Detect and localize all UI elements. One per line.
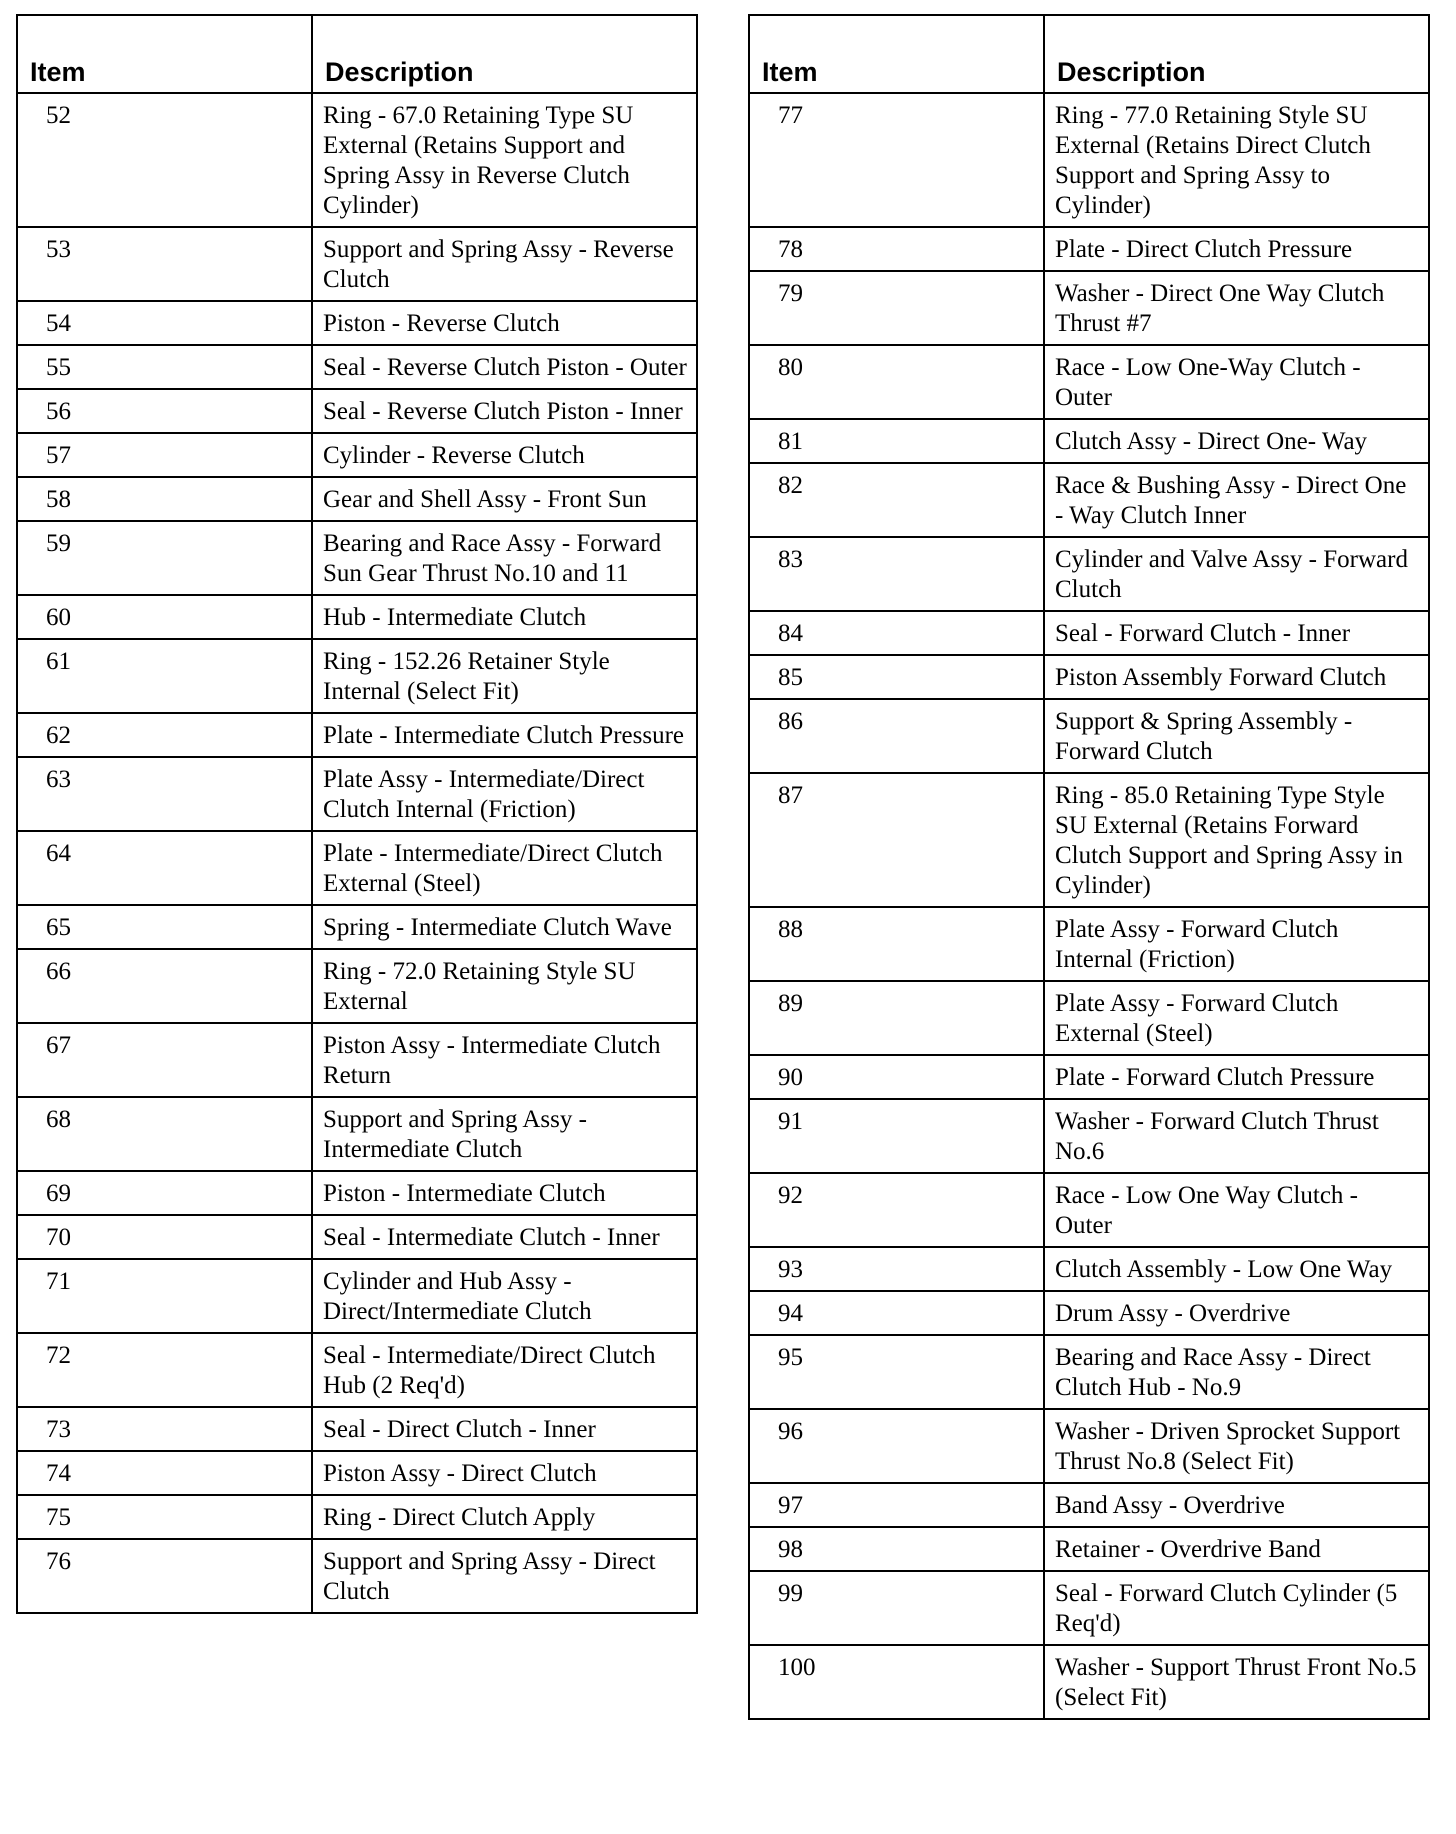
table-row xyxy=(749,1571,1429,1645)
item-number: 80 xyxy=(749,345,1044,419)
table-row xyxy=(17,477,697,521)
table-row xyxy=(749,419,1429,463)
item-description: Plate - Direct Clutch Pressure xyxy=(1044,227,1429,271)
item-number: 77 xyxy=(749,93,1044,227)
item-description: Seal - Intermediate/Direct Clutch Hub (2 Req'd) xyxy=(312,1333,697,1407)
item-description: Piston Assy - Intermediate Clutch Return xyxy=(312,1023,697,1097)
item-description: Support and Spring Assy - Intermediate Clutch xyxy=(312,1097,697,1171)
table-row xyxy=(17,831,697,905)
item-number: 71 xyxy=(17,1259,312,1333)
table-row xyxy=(749,699,1429,773)
table-row xyxy=(749,93,1429,227)
table-row xyxy=(749,1645,1429,1719)
item-description: Support and Spring Assy - Reverse Clutch xyxy=(312,227,697,301)
table-row xyxy=(17,639,697,713)
table-row xyxy=(17,1451,697,1495)
table-row xyxy=(17,345,697,389)
table-row xyxy=(17,93,697,227)
item-number: 82 xyxy=(749,463,1044,537)
item-number: 73 xyxy=(17,1407,312,1451)
item-number: 54 xyxy=(17,301,312,345)
item-description: Race - Low One Way Clutch - Outer xyxy=(1044,1173,1429,1247)
item-description: Race - Low One-Way Clutch - Outer xyxy=(1044,345,1429,419)
table-row xyxy=(17,1259,697,1333)
table-row xyxy=(749,1173,1429,1247)
table-row xyxy=(749,611,1429,655)
item-description: Support & Spring Assembly - Forward Clutch xyxy=(1044,699,1429,773)
table-row xyxy=(749,345,1429,419)
item-description: Drum Assy - Overdrive xyxy=(1044,1291,1429,1335)
table-row xyxy=(749,1527,1429,1571)
description-column-header: Description xyxy=(1044,15,1429,93)
item-number: 94 xyxy=(749,1291,1044,1335)
item-number: 100 xyxy=(749,1645,1044,1719)
table-row xyxy=(749,1335,1429,1409)
table-row xyxy=(749,1055,1429,1099)
item-number: 74 xyxy=(17,1451,312,1495)
item-description: Washer - Forward Clutch Thrust No.6 xyxy=(1044,1099,1429,1173)
item-number: 84 xyxy=(749,611,1044,655)
item-description: Bearing and Race Assy - Forward Sun Gear Thrust No.10 and 11 xyxy=(312,521,697,595)
table-row xyxy=(17,227,697,301)
table-row xyxy=(749,1099,1429,1173)
item-number: 97 xyxy=(749,1483,1044,1527)
item-number: 98 xyxy=(749,1527,1044,1571)
item-description: Seal - Reverse Clutch Piston - Inner xyxy=(312,389,697,433)
item-description: Clutch Assembly - Low One Way xyxy=(1044,1247,1429,1291)
item-number: 79 xyxy=(749,271,1044,345)
table-row xyxy=(17,1539,697,1613)
item-number: 89 xyxy=(749,981,1044,1055)
table-row xyxy=(17,433,697,477)
item-description: Washer - Support Thrust Front No.5 (Select Fit) xyxy=(1044,1645,1429,1719)
item-number: 85 xyxy=(749,655,1044,699)
item-number: 68 xyxy=(17,1097,312,1171)
item-description: Plate - Intermediate Clutch Pressure xyxy=(312,713,697,757)
item-description: Plate Assy - Forward Clutch Internal (Friction) xyxy=(1044,907,1429,981)
table-row xyxy=(17,1171,697,1215)
item-description: Seal - Reverse Clutch Piston - Outer xyxy=(312,345,697,389)
item-number: 91 xyxy=(749,1099,1044,1173)
table-row xyxy=(17,389,697,433)
item-description: Piston - Intermediate Clutch xyxy=(312,1171,697,1215)
item-description: Race & Bushing Assy - Direct One - Way Clutch Inner xyxy=(1044,463,1429,537)
item-description: Bearing and Race Assy - Direct Clutch Hub - No.9 xyxy=(1044,1335,1429,1409)
table-row xyxy=(749,773,1429,907)
item-description: Gear and Shell Assy - Front Sun xyxy=(312,477,697,521)
item-number: 55 xyxy=(17,345,312,389)
table-row xyxy=(17,1097,697,1171)
item-number: 56 xyxy=(17,389,312,433)
table-row xyxy=(17,301,697,345)
item-description: Ring - 77.0 Retaining Style SU External (Retains Direct Clutch Support and Spring Assy to Cylinder) xyxy=(1044,93,1429,227)
item-number: 86 xyxy=(749,699,1044,773)
item-description: Ring - 72.0 Retaining Style SU External xyxy=(312,949,697,1023)
item-description: Seal - Direct Clutch - Inner xyxy=(312,1407,697,1451)
table-row xyxy=(17,1407,697,1451)
item-number: 67 xyxy=(17,1023,312,1097)
item-number: 83 xyxy=(749,537,1044,611)
item-number: 69 xyxy=(17,1171,312,1215)
item-description: Support and Spring Assy - Direct Clutch xyxy=(312,1539,697,1613)
item-number: 92 xyxy=(749,1173,1044,1247)
item-description: Plate Assy - Intermediate/Direct Clutch Internal (Friction) xyxy=(312,757,697,831)
item-description: Clutch Assy - Direct One- Way xyxy=(1044,419,1429,463)
item-description: Cylinder - Reverse Clutch xyxy=(312,433,697,477)
item-number: 93 xyxy=(749,1247,1044,1291)
item-number: 78 xyxy=(749,227,1044,271)
item-description: Spring - Intermediate Clutch Wave xyxy=(312,905,697,949)
item-number: 62 xyxy=(17,713,312,757)
item-number: 95 xyxy=(749,1335,1044,1409)
table-row xyxy=(17,905,697,949)
item-description: Ring - 67.0 Retaining Type SU External (Retains Support and Spring Assy in Reverse Clutch Cylinder) xyxy=(312,93,697,227)
table-row xyxy=(17,1495,697,1539)
item-description: Cylinder and Hub Assy - Direct/Intermediate Clutch xyxy=(312,1259,697,1333)
item-description: Seal - Forward Clutch - Inner xyxy=(1044,611,1429,655)
parts-table-left-body xyxy=(17,93,697,1613)
table-row xyxy=(749,907,1429,981)
header-row xyxy=(749,15,1429,93)
item-description: Washer - Direct One Way Clutch Thrust #7 xyxy=(1044,271,1429,345)
item-description: Seal - Intermediate Clutch - Inner xyxy=(312,1215,697,1259)
table-row xyxy=(17,521,697,595)
item-number: 64 xyxy=(17,831,312,905)
item-column-header: Item xyxy=(749,15,1044,93)
item-description: Ring - Direct Clutch Apply xyxy=(312,1495,697,1539)
table-row xyxy=(749,1483,1429,1527)
item-number: 87 xyxy=(749,773,1044,907)
table-row xyxy=(17,595,697,639)
item-description: Cylinder and Valve Assy - Forward Clutch xyxy=(1044,537,1429,611)
item-number: 58 xyxy=(17,477,312,521)
table-row xyxy=(17,1215,697,1259)
parts-table-right xyxy=(748,14,1430,1720)
item-description: Washer - Driven Sprocket Support Thrust No.8 (Select Fit) xyxy=(1044,1409,1429,1483)
item-description: Plate Assy - Forward Clutch External (Steel) xyxy=(1044,981,1429,1055)
item-number: 53 xyxy=(17,227,312,301)
table-row xyxy=(749,1247,1429,1291)
table-row xyxy=(17,1333,697,1407)
header-row xyxy=(17,15,697,93)
item-number: 72 xyxy=(17,1333,312,1407)
item-number: 99 xyxy=(749,1571,1044,1645)
item-description: Hub - Intermediate Clutch xyxy=(312,595,697,639)
item-number: 70 xyxy=(17,1215,312,1259)
item-description: Piston Assy - Direct Clutch xyxy=(312,1451,697,1495)
item-description: Ring - 85.0 Retaining Type Style SU External (Retains Forward Clutch Support and Spring Assy in Cylinder) xyxy=(1044,773,1429,907)
item-number: 61 xyxy=(17,639,312,713)
item-number: 90 xyxy=(749,1055,1044,1099)
description-column-header: Description xyxy=(312,15,697,93)
item-description: Plate - Forward Clutch Pressure xyxy=(1044,1055,1429,1099)
table-row xyxy=(749,463,1429,537)
table-row xyxy=(749,271,1429,345)
table-row xyxy=(17,713,697,757)
table-row xyxy=(749,981,1429,1055)
table-row xyxy=(17,949,697,1023)
table-row xyxy=(17,757,697,831)
table-row xyxy=(749,1409,1429,1483)
table-row xyxy=(749,537,1429,611)
item-column-header: Item xyxy=(17,15,312,93)
item-number: 63 xyxy=(17,757,312,831)
item-number: 66 xyxy=(17,949,312,1023)
item-number: 76 xyxy=(17,1539,312,1613)
item-number: 75 xyxy=(17,1495,312,1539)
item-number: 59 xyxy=(17,521,312,595)
item-description: Plate - Intermediate/Direct Clutch External (Steel) xyxy=(312,831,697,905)
item-description: Seal - Forward Clutch Cylinder (5 Req'd) xyxy=(1044,1571,1429,1645)
table-row xyxy=(749,227,1429,271)
item-number: 88 xyxy=(749,907,1044,981)
item-description: Piston Assembly Forward Clutch xyxy=(1044,655,1429,699)
item-description: Piston - Reverse Clutch xyxy=(312,301,697,345)
table-row xyxy=(17,1023,697,1097)
item-number: 65 xyxy=(17,905,312,949)
item-number: 81 xyxy=(749,419,1044,463)
item-description: Ring - 152.26 Retainer Style Internal (Select Fit) xyxy=(312,639,697,713)
parts-table-right-body xyxy=(749,93,1429,1719)
item-number: 52 xyxy=(17,93,312,227)
item-number: 60 xyxy=(17,595,312,639)
table-row xyxy=(749,655,1429,699)
item-description: Retainer - Overdrive Band xyxy=(1044,1527,1429,1571)
parts-table-left xyxy=(16,14,698,1614)
item-number: 57 xyxy=(17,433,312,477)
item-number: 96 xyxy=(749,1409,1044,1483)
item-description: Band Assy - Overdrive xyxy=(1044,1483,1429,1527)
table-row xyxy=(749,1291,1429,1335)
